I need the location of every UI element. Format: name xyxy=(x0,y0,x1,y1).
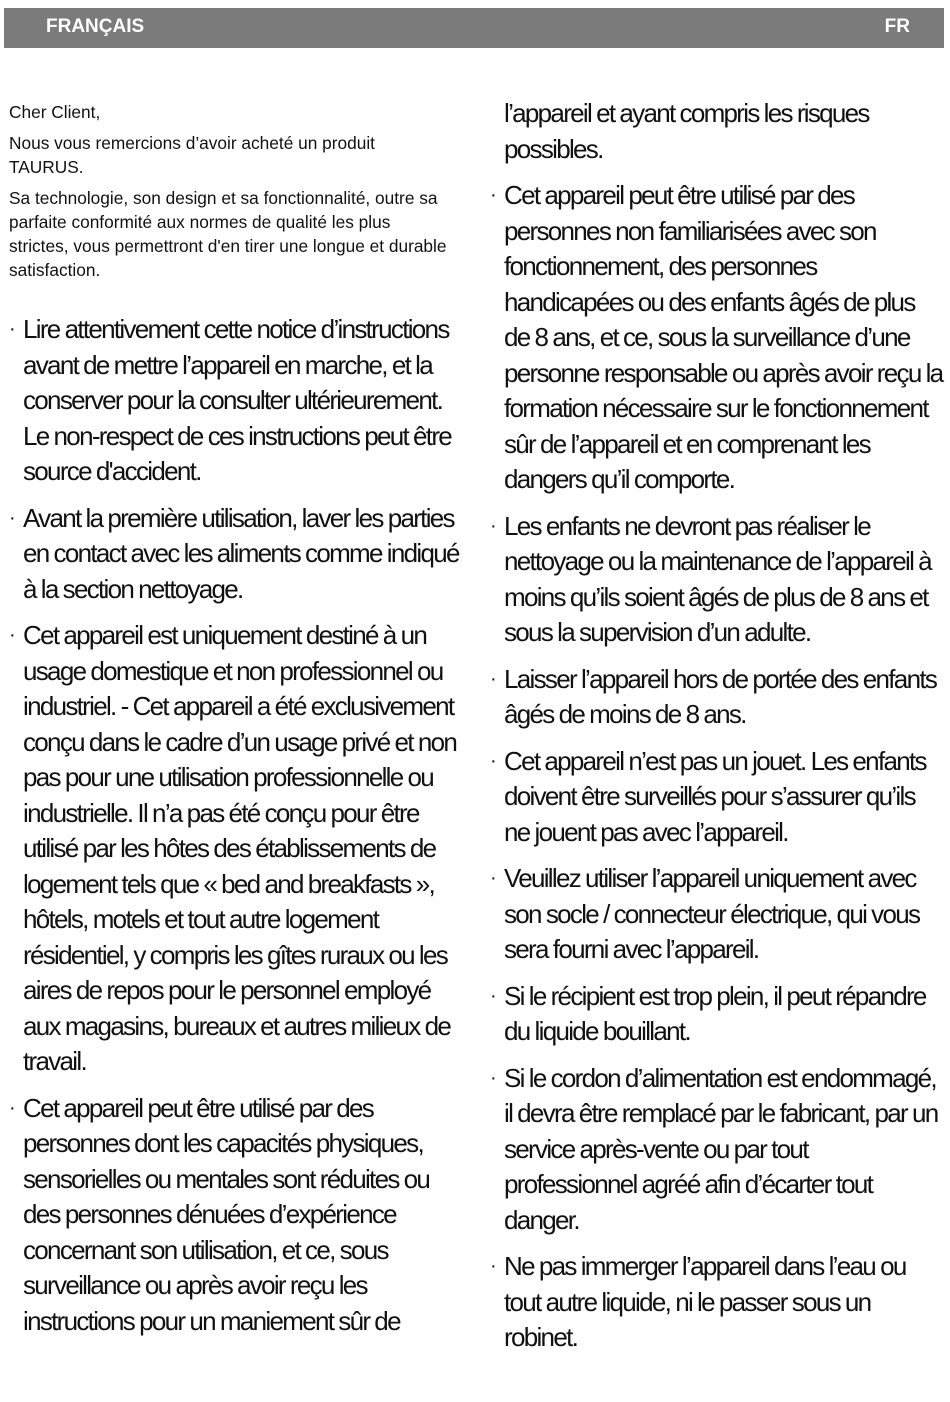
bullet-icon: · xyxy=(490,749,497,772)
left-column xyxy=(9,312,471,1350)
bullet-icon: · xyxy=(9,1096,16,1119)
safety-item xyxy=(490,744,945,851)
safety-item xyxy=(490,662,945,733)
bullet-icon: · xyxy=(490,667,497,690)
safety-item-text: Les enfants ne devront pas réaliser le nettoyage ou la maintenance de l’appareil à moins qu’ils soient âgés de plus de 8 ans et sous la supervision d’un adulte. xyxy=(504,510,931,647)
safety-item xyxy=(490,509,945,651)
safety-item xyxy=(490,1061,945,1239)
safety-item xyxy=(9,312,471,490)
safety-item-text: Cet appareil peut être utilisé par des personnes dont les capacités physiques, sensorielles ou mentales sont réduites ou des personnes dénuées d’expérience concernant son utilisation, et ce, sous surveillance ou après avoir reçu les instructions pour un maniement sûr de xyxy=(23,1092,430,1336)
safety-item-text: Cet appareil peut être utilisé par des personnes non familiarisées avec son fonctionnement, des personnes handicapées ou des enfants âgés de plus de 8 ans, et ce, sous la surveillance d’une personne responsable ou après avoir reçu la formation nécessaire sur le fonctionnement sûr de l’appareil et en comprenant les dangers qu’il comporte. xyxy=(504,180,943,494)
bullet-icon: · xyxy=(490,514,497,537)
safety-item xyxy=(9,1091,471,1340)
safety-item xyxy=(490,1249,945,1356)
safety-item xyxy=(9,618,471,1080)
bullet-icon: · xyxy=(490,984,497,1007)
bullet-icon: · xyxy=(490,867,497,889)
greeting: Cher Client, xyxy=(9,102,101,122)
language-label: FRANÇAIS xyxy=(46,16,145,37)
safety-item-continuation xyxy=(490,96,945,167)
intro-thanks: Nous vous remercions d’avoir acheté un produit TAURUS. xyxy=(9,133,375,177)
safety-item-text: Si le cordon d’alimentation est endommagé, il devra être remplacé par le fabricant, par un service après-vente ou par tout professionnel agréé afin d’écarter tout danger. xyxy=(504,1062,938,1235)
safety-item xyxy=(490,178,945,498)
safety-item-text: Ne pas immerger l’appareil dans l’eau ou tout autre liquide, ni le passer sous un robinet. xyxy=(504,1251,906,1352)
safety-item-text: l’appareil et ayant compris les risques possibles. xyxy=(504,98,869,164)
safety-item-text: Avant la première utilisation, laver les parties en contact avec les aliments comme indiqué à la section nettoyage. xyxy=(23,502,459,604)
safety-item xyxy=(9,501,471,608)
bullet-icon: · xyxy=(9,506,16,529)
intro-description: Sa technologie, son design et sa fonctionnalité, outre sa parfaite conformité aux normes de qualité les plus strictes, vous permettront d'en tirer une longue et durable satisfaction. xyxy=(9,188,447,280)
language-code: FR xyxy=(884,16,910,37)
bullet-icon: · xyxy=(490,1066,497,1089)
safety-item-text: Laisser l’appareil hors de portée des enfants âgés de moins de 8 ans. xyxy=(504,663,937,729)
right-column xyxy=(490,96,945,1367)
bullet-icon: · xyxy=(9,624,16,646)
bullet-icon: · xyxy=(490,1255,497,1277)
safety-item-text: Si le récipient est trop plein, il peut répandre du liquide bouillant. xyxy=(504,980,926,1046)
safety-item xyxy=(490,861,945,968)
safety-item xyxy=(490,979,945,1050)
intro-section xyxy=(9,100,454,289)
page-header xyxy=(4,8,944,48)
safety-item-text: Cet appareil est uniquement destiné à un usage domestique et non professionnel ou industriel. - Cet appareil a été exclusivement conçu dans le cadre d’un usage privé et non pas pour une utilisation professionnelle ou industrielle. Il n’a pas été conçu pour être utilisé par les hôtes des établissements de logement tels que « bed and breakfasts », hôtels, motels et tout autre logement résidentiel, y compris les gîtes ruraux ou les aires de repos pour le personnel employé aux magasins, bureaux et autres milieux de travail. xyxy=(23,620,457,1076)
bullet-icon: · xyxy=(490,184,497,206)
safety-item-text: Veuillez utiliser l’appareil uniquement avec son socle / connecteur électrique, qui vous sera fourni avec l’appareil. xyxy=(504,863,920,964)
safety-item-text: Lire attentivement cette notice d’instructions avant de mettre l’appareil en marche, et la conserver pour la consulter ultérieurement. Le non-respect de ces instructions peut être source d'accident. xyxy=(23,314,452,486)
safety-item-text: Cet appareil n’est pas un jouet. Les enfants doivent être surveillés pour s’assurer qu’ils ne jouent pas avec l’appareil. xyxy=(504,745,926,847)
bullet-icon: · xyxy=(9,318,16,340)
